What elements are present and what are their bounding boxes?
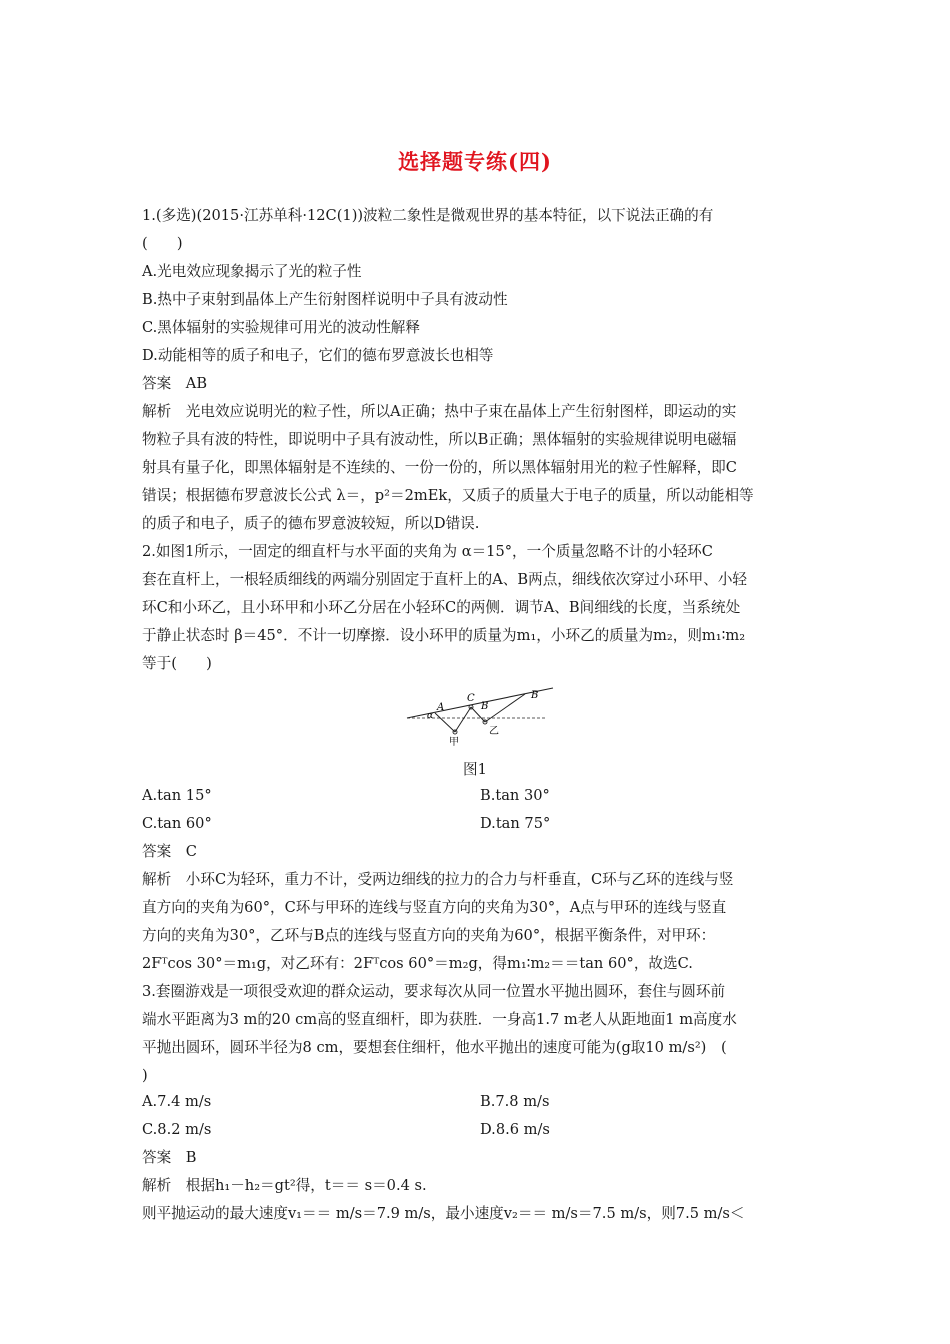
q2-answer: 答案 C [142, 843, 197, 860]
q2-analysis-line-4: 2Fᵀcos 30°＝m₁g，对乙环有：2Fᵀcos 60°＝m₂g，得m₁∶m₂＝＝tan 60°，故选C. [142, 955, 693, 972]
q1-analysis-line-4: 错误；根据德布罗意波长公式 λ＝，p²＝2mEk，又质子的质量大于电子的质量，所以动能相等 [142, 487, 754, 504]
q1-stem-line-1: 1.(多选)(2015·江苏单科·12C(1))波粒二象性是微观世界的基本特征，以下说法正确的有 [142, 207, 714, 224]
q2-stem-line-4: 于静止状态时 β＝45°．不计一切摩擦．设小环甲的质量为m₁，小环乙的质量为m₂，则m₁∶m₂ [142, 627, 746, 644]
q2-analysis-line-2: 直方向的夹角为60°，C环与甲环的连线与竖直方向的夹角为30°，A点与甲环的连线与竖直 [142, 899, 727, 916]
q3-analysis-line-1: 解析 根据h₁－h₂＝gt²得，t＝＝ s＝0.4 s. [142, 1177, 427, 1194]
label-b-near: B [481, 701, 489, 712]
q1-answer: 答案 AB [142, 375, 208, 392]
q3-stem-line-1: 3.套圈游戏是一项很受欢迎的群众运动，要求每次从同一位置水平抛出圆环，套住与圆环前 [142, 983, 726, 1000]
label-a: A [437, 702, 445, 713]
q2-option-b: B.tan 30° [480, 787, 550, 804]
q2-stem-line-2: 套在直杆上，一根轻质细线的两端分别固定于直杆上的A、B两点，细线依次穿过小环甲、小轻 [142, 571, 748, 588]
q2-analysis-line-3: 方向的夹角为30°，乙环与B点的连线与竖直方向的夹角为60°，根据平衡条件，对甲环： [142, 927, 716, 944]
label-b-far: B [531, 690, 539, 701]
q1-option-b: B.热中子束射到晶体上产生衍射图样说明中子具有波动性 [142, 291, 508, 308]
thread-jia-to-c [455, 707, 471, 732]
q2-stem-line-1: 2.如图1所示，一固定的细直杆与水平面的夹角为 α＝15°，一个质量忽略不计的小轻环C [142, 543, 713, 560]
label-jia: 甲 [449, 737, 459, 748]
q1-option-a: A.光电效应现象揭示了光的粒子性 [142, 263, 362, 280]
q3-option-b: B.7.8 m/s [480, 1093, 550, 1110]
q3-analysis-line-2: 则平抛运动的最大速度v₁＝＝ m/s＝7.9 m/s，最小速度v₂＝＝ m/s＝7.5 m/s，则7.5 m/s＜ [142, 1205, 745, 1222]
q1-analysis-line-1: 解析 光电效应说明光的粒子性，所以A正确；热中子束在晶体上产生衍射图样，即运动的实 [142, 403, 737, 420]
q2-option-c: C.tan 60° [142, 815, 212, 832]
thread-a-to-jia [435, 713, 455, 732]
page-title: 选择题专练(四) [398, 149, 552, 174]
q3-answer: 答案 B [142, 1149, 197, 1166]
q2-option-d: D.tan 75° [480, 815, 551, 832]
label-yi: 乙 [489, 726, 499, 737]
q3-option-d: D.8.6 m/s [480, 1121, 550, 1138]
q3-stem-line-3: 平抛出圆环，圆环半径为8 cm，要想套住细杆，他水平抛出的速度可能为(g取10 m/s²) ( [142, 1039, 727, 1056]
figure-caption: 图1 [463, 761, 487, 778]
q1-analysis-line-5: 的质子和电子，质子的德布罗意波较短，所以D错误. [142, 515, 480, 532]
q1-option-c: C.黑体辐射的实验规律可用光的波动性解释 [142, 319, 420, 336]
q3-stem-line-4: ) [142, 1067, 148, 1084]
q1-analysis-line-2: 物粒子具有波的特性，即说明中子具有波动性，所以B正确；黑体辐射的实验规律说明电磁辐 [142, 431, 737, 448]
q3-stem-line-2: 端水平距离为3 m的20 cm高的竖直细杆，即为获胜．一身高1.7 m老人从距地面1 m高度水 [142, 1011, 737, 1028]
label-c: C [467, 693, 475, 704]
q2-stem-line-3: 环C和小环乙，且小环甲和小环乙分居在小轻环C的两侧．调节A、B间细线的长度，当系统处 [142, 599, 741, 616]
q1-option-d: D.动能相等的质子和电子，它们的德布罗意波长也相等 [142, 347, 494, 364]
label-alpha: α [427, 711, 434, 721]
q2-analysis-line-1: 解析 小环C为轻环，重力不计，受两边细线的拉力的合力与杆垂直，C环与乙环的连线与竖 [142, 871, 734, 888]
rod-ring-figure [405, 682, 555, 748]
q1-analysis-line-3: 射具有量子化，即黑体辐射是不连续的、一份一份的，所以黑体辐射用光的粒子性解释，即C [142, 459, 737, 476]
q3-option-c: C.8.2 m/s [142, 1121, 212, 1138]
q2-stem-line-5: 等于( ) [142, 655, 212, 672]
q1-stem-line-2: ( ) [142, 235, 183, 252]
q2-option-a: A.tan 15° [142, 787, 212, 804]
q3-option-a: A.7.4 m/s [142, 1093, 212, 1110]
